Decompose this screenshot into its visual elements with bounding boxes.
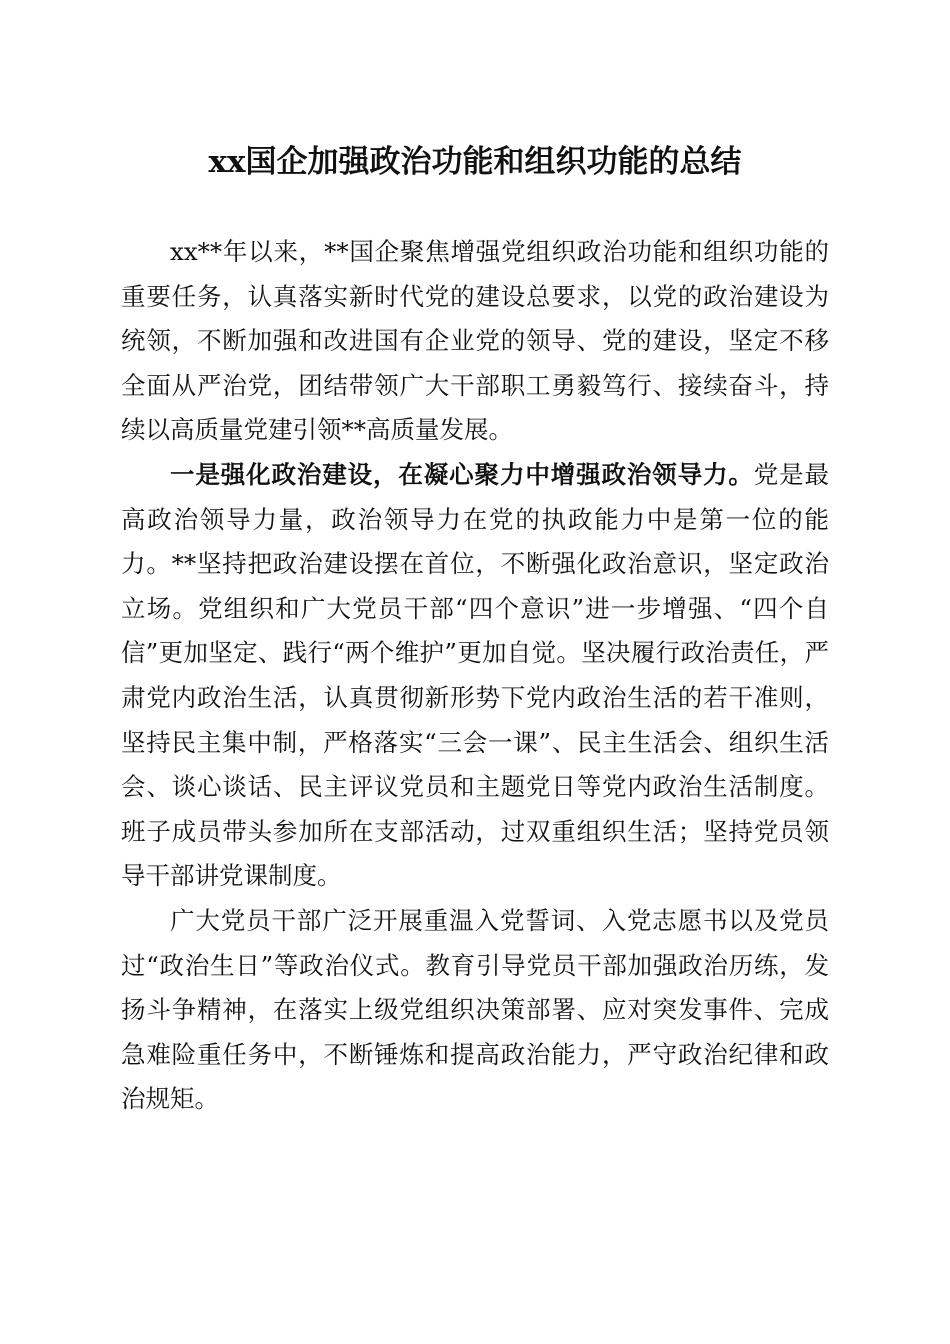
document-body [121, 230, 829, 1122]
paragraph-political-rituals [121, 899, 829, 1122]
document-title: xx国企加强政治功能和组织功能的总结 [208, 144, 742, 180]
paragraph-intro [121, 230, 829, 453]
paragraph-political-building [121, 453, 829, 899]
paragraph-lead-heading: 一是强化政治建设，在凝心聚力中增强政治领导力。 [170, 459, 754, 489]
paragraph-text: 广大党员干部广泛开展重温入党誓词、入党志愿书以及党员过“政治生日”等政治仪式。教育引导党员干部加强政治历练，发扬斗争精神，在落实上级党组织决策部署、应对突发事件、完成急难险重任务中，不断锤炼和提高政治能力，严守政治纪律和政治规矩。 [121, 905, 829, 1114]
paragraph-text: 党是最高政治领导力量，政治领导力在党的执政能力中是第一位的能力。**坚持把政治建设摆在首位，不断强化政治意识，坚定政治立场。党组织和广大党员干部“四个意识”进一步增强、“四个自信”更加坚定、践行“两个维护”更加自觉。坚决履行政治责任，严肃党内政治生活，认真贯彻新形势下党内政治生活的若干准则，坚持民主集中制，严格落实“三会一课”、民主生活会、组织生活会、谈心谈话、民主评议党员和主题党日等党内政治生活制度。班子成员带头参加所在支部活动，过双重组织生活；坚持党员领导干部讲党课制度。 [121, 459, 830, 891]
paragraph-text: xx**年以来，**国企聚焦增强党组织政治功能和组织功能的重要任务，认真落实新时代党的建设总要求，以党的政治建设为统领，不断加强和改进国有企业党的领导、党的建设，坚定不移全面从严治党，团结带领广大干部职工勇毅笃行、接续奋斗，持续以高质量党建引领**高质量发展。 [121, 237, 829, 445]
